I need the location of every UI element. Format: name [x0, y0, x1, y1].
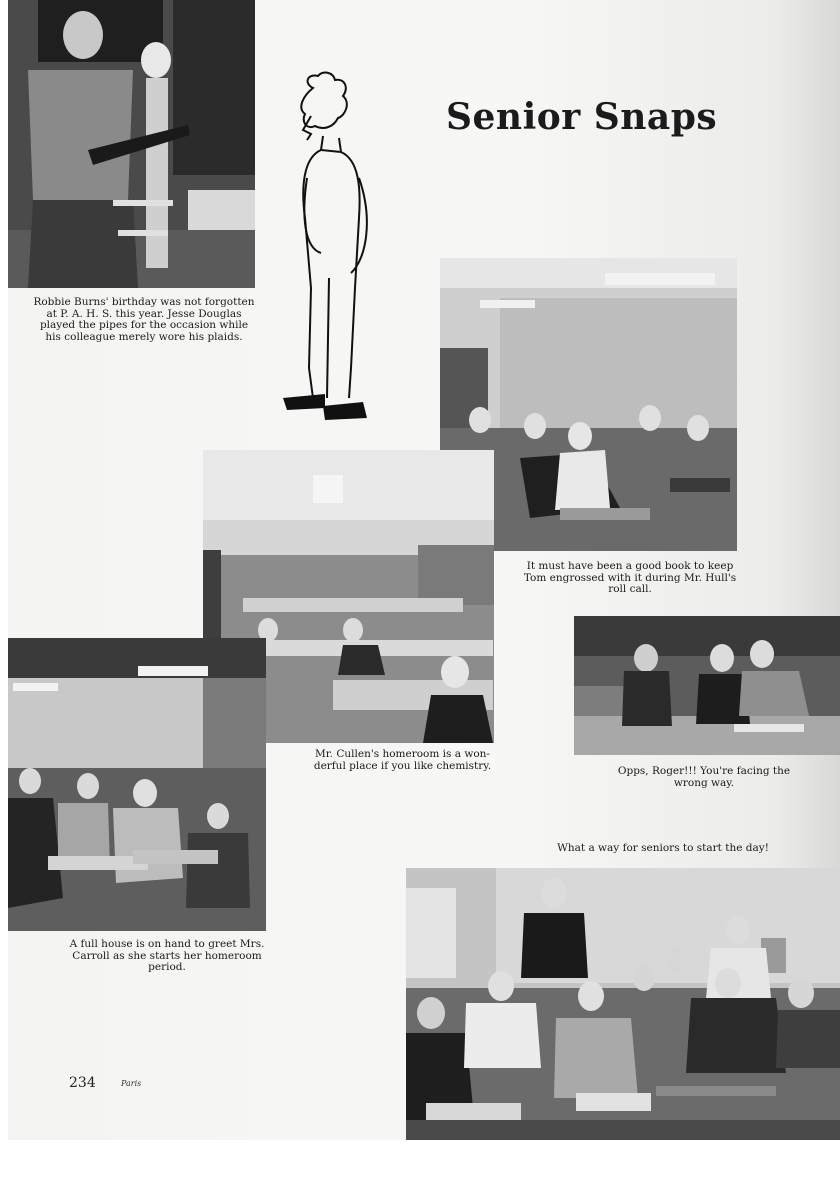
caption-full-house: A full house is on hand to greet Mrs. Carroll as she starts her homeroom period. — [69, 938, 265, 973]
photo-roger — [574, 616, 840, 755]
photo-full-house — [8, 638, 266, 931]
yearbook-page — [8, 0, 840, 1140]
caption-chemistry: Mr. Cullen's homeroom is a won- derful place if you like chemistry. — [313, 748, 492, 772]
page-title: Senior Snaps — [446, 96, 718, 138]
caption-roger: Opps, Roger!!! You're facing the wrong way. — [617, 765, 791, 789]
school-name: Paris — [121, 1079, 142, 1088]
photo-bagpipes — [8, 0, 255, 288]
caption-reading: It must have been a good book to keep Tom engrossed with it during Mr. Hull's roll call. — [523, 560, 737, 595]
photo-start-day — [406, 868, 840, 1140]
photo-cartoon — [263, 68, 383, 428]
caption-start-day: What a way for seniors to start the day! — [557, 842, 769, 854]
page-number: 234 — [69, 1075, 96, 1091]
caption-bagpipes: Robbie Burns' birthday was not forgotten at P. A. H. S. this year. Jesse Douglas played the pipes for the occasion while his colleague merely wore his plaids. — [33, 296, 255, 343]
